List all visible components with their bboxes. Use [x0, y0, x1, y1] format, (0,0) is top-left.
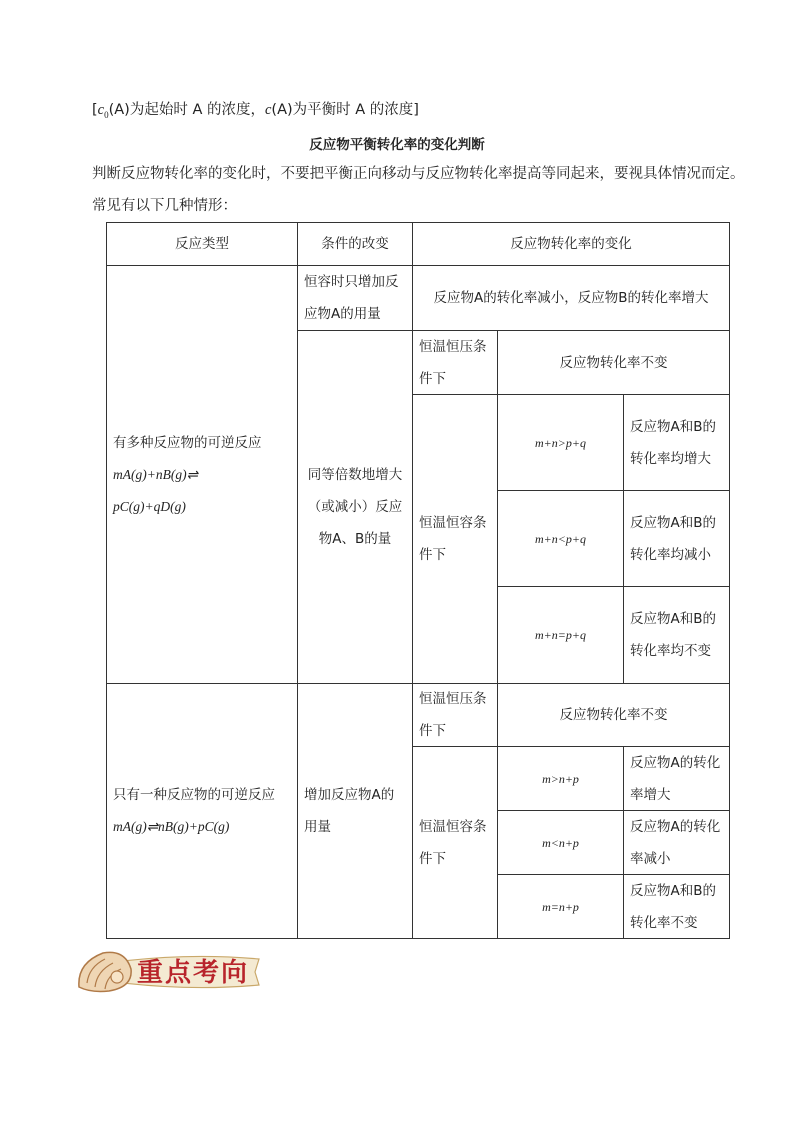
group1-condition-1: 恒容时只增加反应物A的用量: [298, 266, 413, 331]
group2-reaction-type: 只有一种反应物的可逆反应 mA(g)⇌nB(g)+pC(g): [107, 684, 298, 939]
group1-formula-result-2: 反应物A和B的转化率均减小: [624, 491, 730, 587]
header-reaction-type: 反应类型: [107, 223, 298, 266]
group1-condition-2: 同等倍数地增大（或减小）反应物A、B的量: [298, 331, 413, 684]
group2-env-constant-pressure: 恒温恒压条件下: [413, 684, 498, 747]
group1-formula-result-3: 反应物A和B的转化率均不变: [624, 587, 730, 684]
header-result: 反应物转化率的变化: [413, 223, 730, 266]
group2-env-constant-volume: 恒温恒容条件下: [413, 747, 498, 939]
group2-formula-1: m>n+p: [498, 747, 624, 811]
group1-formula-2: m+n<p+q: [498, 491, 624, 587]
section-title: 反应物平衡转化率的变化判断: [309, 137, 485, 153]
group2-formula-2: m<n+p: [498, 811, 624, 875]
group1-reaction-type: 有多种反应物的可逆反应 mA(g)+nB(g)⇌ pC(g)+qD(g): [107, 266, 298, 684]
group2-formula-result-3: 反应物A和B的转化率不变: [624, 875, 730, 939]
group1-result-1: 反应物A的转化率减小，反应物B的转化率增大: [413, 266, 730, 331]
paragraph-line-2: 常见有以下几种情形：: [92, 198, 237, 214]
group2-condition: 增加反应物A的用量: [298, 684, 413, 939]
key-focus-badge: [73, 947, 263, 997]
group1-env-constant-volume: 恒温恒容条件下: [413, 395, 498, 684]
group2-formula-result-1: 反应物A的转化率增大: [624, 747, 730, 811]
intro-line: [$c_0(A)$为起始时 A 的浓度，c(A)为平衡时 A 的浓度]: [92, 102, 419, 120]
group1-result-constant-pressure: 反应物转化率不变: [498, 331, 730, 395]
group1-env-constant-pressure: 恒温恒压条件下: [413, 331, 498, 395]
header-condition: 条件的改变: [298, 223, 413, 266]
conversion-table: [106, 222, 730, 939]
group1-formula-3: m+n=p+q: [498, 587, 624, 684]
badge-label: 重点考向: [137, 958, 250, 988]
group1-formula-1: m+n>p+q: [498, 395, 624, 491]
group2-formula-3: m=n+p: [498, 875, 624, 939]
paragraph-line-1: 判断反应物转化率的变化时，不要把平衡正向移动与反应物转化率提高等同起来，要视具体情况而定。: [92, 166, 745, 182]
group1-formula-result-1: 反应物A和B的转化率均增大: [624, 395, 730, 491]
group2-formula-result-2: 反应物A的转化率减小: [624, 811, 730, 875]
group2-result-constant-pressure: 反应物转化率不变: [498, 684, 730, 747]
